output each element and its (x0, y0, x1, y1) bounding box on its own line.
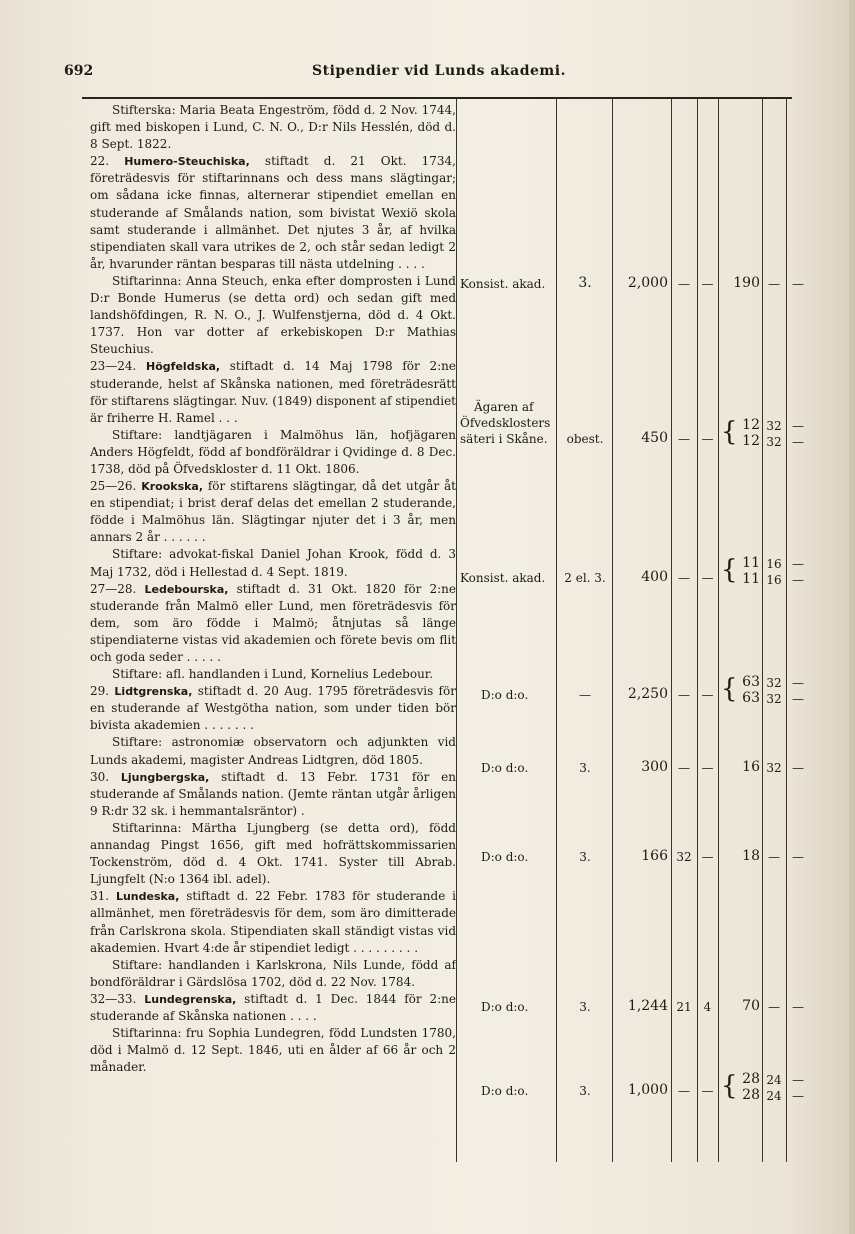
entry-number: 23—24. (90, 359, 137, 374)
brace-icon: { (721, 674, 738, 704)
cell-col7: 32 (766, 761, 782, 775)
entry-number: 32—33. (90, 991, 137, 1006)
cell-admin: D:o d:o. (481, 1000, 529, 1014)
entry-name: Ljungbergska, (120, 770, 210, 784)
entry-name: Ledebourska, (144, 582, 229, 596)
cell-admin-line1: Ägaren af (474, 400, 534, 414)
cell-admin: Konsist. akad. (460, 277, 546, 291)
cell-capital: 2,250 (627, 686, 668, 702)
cell-col8: — (792, 1000, 804, 1014)
cell-capital: 450 (641, 430, 668, 446)
cell-col8a: — (792, 419, 804, 433)
cell-col7: — (768, 850, 780, 864)
cell-col4: — (678, 688, 690, 702)
entry-text: stiftadt d. 20 Aug. 1795 företrädesvis för en studerande af Westgötha nation, som under tiden bör bivista akademien . . . . . . . (90, 684, 456, 733)
cell-col5: — (701, 850, 714, 864)
entry-founder: Stiftarinna: Anna Steuch, enka efter domprosten i Lund D:r Bonde Humerus (se detta ord) och sedan gift med landshöfdingen, R. N. O., J. Wulfenstjerna, död d. 4 Okt. 1737. Hon var dotter af erkebiskopen D:r Mathias Steuchius. (90, 273, 456, 357)
cell-col7a: 32 (766, 419, 782, 433)
cell-years: 3. (579, 1084, 591, 1098)
entry-text: för stiftarens slägtingar, då det utgår åt en stipendiat; i brist deraf delas det emellan 2 studerande, födde i Malmöhus län. Slägtingar njuter det i 3 år, men annars 2 år . . . . . . (90, 479, 456, 545)
entry-name: Lidtgrenska, (114, 685, 193, 699)
cell-col7b: 32 (766, 692, 782, 706)
cell-col5: — (701, 761, 714, 775)
cell-col7a: 24 (766, 1073, 782, 1087)
entry-number: 29. (90, 684, 110, 699)
brace-icon: { (721, 555, 738, 585)
cell-col5: — (701, 432, 714, 446)
cell-capital: 166 (641, 848, 668, 864)
entry-founder: Stiftare: afl. handlanden i Lund, Kornelius Ledebour. (112, 667, 434, 682)
cell-col6a: 28 (742, 1071, 760, 1087)
cell-capital: 300 (641, 759, 668, 775)
entry-text: stiftadt d. 13 Febr. 1731 för en studerande af Smålands nation. (Jemte räntan utgår årligen 9 R:dr 32 sk. i hemmantalsräntor) . (90, 769, 456, 818)
entry-name: Lundeska, (115, 890, 180, 904)
cell-col8b: — (792, 435, 804, 449)
cell-col7a: 16 (766, 557, 782, 571)
cell-col6: 18 (742, 848, 760, 864)
cell-col4: — (678, 432, 690, 446)
entry-number: 31. (90, 889, 110, 904)
page-number: 692 (64, 63, 94, 79)
entry-name: Högfeldska, (146, 360, 221, 374)
entry-founder: Stiftare: handlanden i Karlskrona, Nils Lunde, född af bondföräldrar i Gärdslösa 1702, död d. 22 Nov. 1784. (90, 957, 456, 989)
cell-col7a: 32 (766, 676, 782, 690)
cell-years: — (579, 688, 591, 702)
cell-capital: 400 (641, 569, 668, 585)
cell-col6: 70 (742, 998, 760, 1014)
entry-29 (90, 683, 456, 734)
cell-col4: — (678, 277, 690, 291)
cell-col4: — (678, 1084, 690, 1098)
cell-col4: — (678, 571, 690, 585)
cell-col6: 190 (733, 275, 760, 291)
cell-col8: — (792, 761, 804, 775)
brace-icon: { (721, 1071, 738, 1101)
cell-col4: — (678, 761, 690, 775)
entry-23-24 (90, 358, 456, 426)
cell-col8b: — (792, 692, 804, 706)
cell-col6b: 28 (742, 1087, 760, 1103)
cell-col8: — (792, 277, 804, 291)
cell-col8: — (792, 850, 804, 864)
entry-22 (90, 153, 456, 273)
cell-years: 3. (579, 761, 591, 775)
cell-col7b: 16 (766, 573, 782, 587)
cell-col8b: — (792, 573, 804, 587)
cell-col4: 21 (676, 1000, 692, 1014)
cell-col8a: — (792, 557, 804, 571)
cell-admin-line3: säteri i Skåne. (460, 432, 548, 446)
brace-icon: { (721, 417, 738, 447)
cell-col5: — (701, 571, 714, 585)
cell-admin: Konsist. akad. (460, 571, 546, 585)
cell-years: 3. (579, 1000, 591, 1014)
cell-col5: — (701, 1084, 714, 1098)
cell-years: 3. (578, 275, 592, 291)
entry-number: 25—26. (90, 479, 137, 494)
entry-text: stiftadt d. 21 Okt. 1734, företrädesvis för stiftarinnans och dess mans slägtingar; om sådana icke finnas, alternerar stipendiet emellan en studerande af Smålands nation, som bivistat Wexiö skola samt studerande i allmänhet. Det njutes 3 år, af hvilka stipendiaten skall vara utrikes de 2, och står sedan ledigt 2 år, hvarunder räntan besparas till nästa utdelning . . . . (90, 154, 456, 271)
cell-admin: D:o d:o. (481, 688, 529, 702)
cell-col6a: 11 (742, 555, 760, 571)
cell-years: 3. (579, 850, 591, 864)
cell-col6b: 63 (742, 690, 760, 706)
entries-text (90, 102, 456, 1076)
cell-col7: — (768, 277, 780, 291)
entry-founder: Stiftarinna: fru Sophia Lundegren, född Lundsten 1780, död i Malmö d. 12 Sept. 1846, uti en ålder af 66 år och 2 månader. (90, 1026, 456, 1075)
entry-founder: Stiftarinna: Märtha Ljungberg (se detta ord), född annandag Pingst 1656, gift med hofrättskommissarien Tockenström, död d. 4 Okt. 1741. Syster till Abrab. Ljungfelt (N:o 1364 ibl. adel). (90, 820, 456, 887)
entry-text: stiftadt d. 31 Okt. 1820 för 2:ne studerande från Malmö eller Lund, men företrädesvis för dem, som äro födde i Malmö; åtnjutas så länge stipendiaterne vistas vid akademien och förete bevis om flit och goda seder . . . . . (90, 581, 456, 664)
cell-capital: 1,244 (627, 998, 668, 1014)
cell-col6a: 63 (742, 674, 760, 690)
cell-col4: 32 (676, 850, 692, 864)
entry-number: 22. (90, 154, 110, 169)
entry-31 (90, 888, 456, 956)
running-header: Stipendier vid Lunds akademi. (312, 63, 566, 79)
entry-number: 27—28. (90, 581, 137, 596)
cell-col6a: 12 (742, 417, 760, 433)
cell-col7: — (768, 1000, 780, 1014)
entry-text: stiftadt d. 14 Maj 1798 för 2:ne studerande, helst af Skånska nationen, med företrädesrätt för stiftarens slägtingar. Nuv. (1849) disponent af stipendiet är friherre H. Ramel . . . (90, 359, 456, 425)
cell-col5: — (701, 688, 714, 702)
entry-name: Krookska, (141, 480, 204, 494)
entry-name: Lundegrenska, (144, 992, 237, 1006)
entry-25-26 (90, 478, 456, 546)
entry-number: 30. (90, 769, 110, 784)
cell-col7b: 32 (766, 435, 782, 449)
header-rule (82, 97, 792, 99)
cell-col8a: — (792, 676, 804, 690)
page-edge (849, 0, 855, 1234)
cell-col8a: — (792, 1073, 804, 1087)
cell-capital: 2,000 (627, 275, 668, 291)
entry-27-28 (90, 581, 456, 666)
cell-col6: 16 (742, 759, 760, 775)
entry-founder: Stiftare: landtjägaren i Malmöhus län, hofjägaren Anders Högfeldt, född af bondföräldrar i Qvidinge d. 8 Dec. 1738, död på Öfvedskloster d. 11 Okt. 1806. (90, 427, 456, 476)
cell-col6b: 12 (742, 433, 760, 449)
entry-founder: Stifterska: Maria Beata Engeström, född d. 2 Nov. 1744, gift med biskopen i Lund, C. N. O., D:r Nils Hesslén, död d. 8 Sept. 1822. (90, 103, 456, 152)
cell-admin: D:o d:o. (481, 761, 529, 775)
cell-admin-line2: Öfvedsklosters (460, 416, 551, 430)
cell-years: 2 el. 3. (564, 571, 606, 585)
cell-capital: 1,000 (627, 1082, 668, 1098)
entry-32-33 (90, 991, 456, 1025)
cell-col8b: — (792, 1089, 804, 1103)
entry-text: stiftadt d. 1 Dec. 1844 för 2:ne studerande af Skånska nationen . . . . (90, 991, 456, 1023)
cell-col5: — (701, 277, 714, 291)
entry-founder: Stiftare: advokat-fiskal Daniel Johan Krook, född d. 3 Maj 1732, död i Hellestad d. 4 Sept. 1819. (90, 547, 456, 579)
column-rule (556, 99, 557, 1162)
cell-admin: D:o d:o. (481, 1084, 529, 1098)
entry-name: Humero-Steuchiska, (124, 155, 250, 169)
column-rule (456, 99, 457, 1162)
cell-col7b: 24 (766, 1089, 782, 1103)
entry-text: stiftadt d. 22 Febr. 1783 för studerande i allmänhet, men företrädesvis för dem, som äro dimitterade från Carlskrona skola. Stipendiaten skall ständigt vistas vid akademien. Hvart 4:de år stipendiet ledigt . . . . . . . . . (90, 889, 456, 955)
cell-col6b: 11 (742, 571, 760, 587)
entry-30 (90, 769, 456, 820)
entry-founder: Stiftare: astronomiæ observatorn och adjunkten vid Lunds akademi, magister Andreas Lidtgren, död 1805. (90, 735, 456, 767)
cell-col5: 4 (703, 1000, 712, 1014)
cell-years: obest. (566, 432, 604, 446)
cell-admin: D:o d:o. (481, 850, 529, 864)
